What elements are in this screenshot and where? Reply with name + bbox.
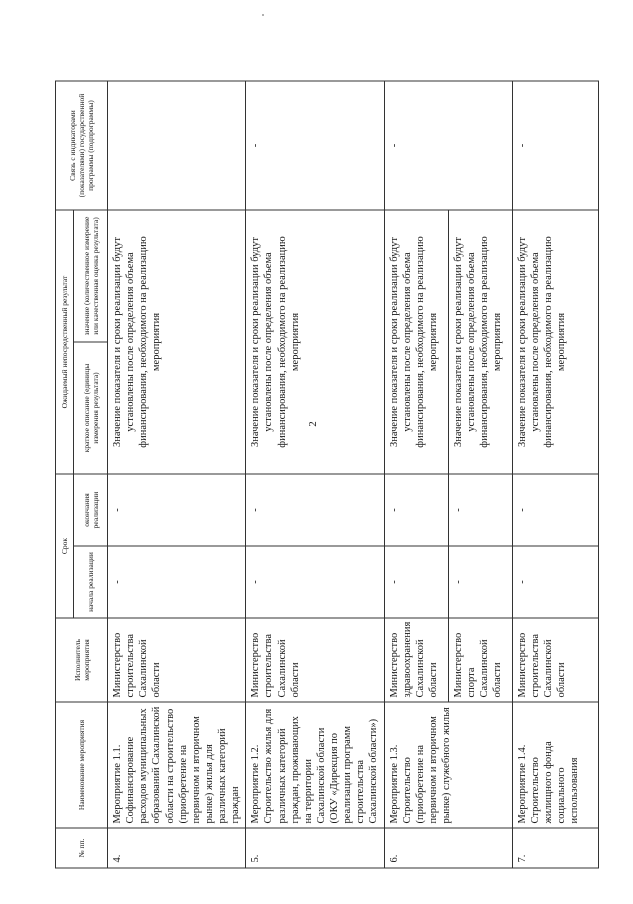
- header-num: № пп.: [56, 828, 108, 868]
- page-number: 2: [306, 421, 319, 427]
- table-row: [512, 81, 598, 868]
- document-table-wrapper: [55, 82, 580, 869]
- indicator-link: -: [384, 81, 512, 210]
- header-expected-short: краткое описание (единицы измерения результата): [74, 342, 108, 474]
- activity-executor: Министерство строительства Сахалинской области: [108, 618, 246, 702]
- scan-speck: [262, 14, 264, 16]
- term-end: -: [512, 474, 598, 546]
- term-start: -: [108, 546, 246, 618]
- term-start: -: [246, 546, 384, 618]
- expected-result: Значение показателя и сроки реализации будут установлены после определения объема финансирования, необходимого на реализацию мероприятия: [384, 210, 448, 474]
- indicator-link: [108, 81, 246, 210]
- term-end: -: [246, 474, 384, 546]
- expected-result: Значение показателя и сроки реализации будут установлены после определения объема финансирования, необходимого на реализацию мероприятия: [512, 210, 598, 474]
- term-start: -: [512, 546, 598, 618]
- row-num: 6.: [384, 828, 512, 868]
- header-expected: Ожидаемый непосредственный результат: [56, 210, 74, 474]
- term-end: -: [448, 474, 512, 546]
- indicator-link: -: [512, 81, 598, 210]
- table-row: [384, 81, 448, 868]
- activity-name: Мероприятие 1.4. Строительство жилищного фонда социального использования: [512, 702, 598, 828]
- activity-executor: Министерство здравоохранения Сахалинской области: [384, 618, 448, 702]
- term-start: -: [384, 546, 448, 618]
- header-name: Наименование мероприятия: [56, 702, 108, 828]
- header-expected-value: значение (количественное измерение или качественная оценка результата): [74, 210, 108, 342]
- table-row: [246, 81, 384, 868]
- activity-name: Мероприятие 1.1. Софинансирование расходов муниципальных образований Сахалинской области на строительство (приобретение на первичном и вторичном рынке) жилья для различных категорий граждан: [108, 702, 246, 828]
- header-term: Срок: [56, 474, 74, 618]
- expected-result: Значение показателя и сроки реализации будут установлены после определения объема финансирования, необходимого на реализацию мероприятия: [108, 210, 246, 474]
- header-executor: Исполнитель мероприятия: [56, 618, 108, 702]
- term-end: -: [384, 474, 448, 546]
- activity-name: Мероприятие 1.3. Строительство (приобретение на первичном и вторичном рынке) служебного жилья: [384, 702, 512, 828]
- activity-executor: Министерство строительства Сахалинской области: [246, 618, 384, 702]
- row-num: 5.: [246, 828, 384, 868]
- activities-table: [55, 81, 599, 869]
- table-row: [108, 81, 246, 868]
- header-term-end: окончания реализации: [74, 474, 108, 546]
- activity-name: Мероприятие 1.2. Строительство жилья для различных категорий граждан, проживающих на территории Сахалинской области (ОКУ «Дирекция по реализации программ строительства Сахалинской области»): [246, 702, 384, 828]
- term-end: -: [108, 474, 246, 546]
- expected-result: Значение показателя и сроки реализации будут установлены после определения объема финансирования, необходимого на реализацию мероприятия: [246, 210, 384, 474]
- row-num: 7.: [512, 828, 598, 868]
- indicator-link: -: [246, 81, 384, 210]
- row-num: 4.: [108, 828, 246, 868]
- term-start: -: [448, 546, 512, 618]
- activity-executor: Министерство строительства Сахалинской области: [512, 618, 598, 702]
- header-term-start: начала реализации: [74, 546, 108, 618]
- header-link: Связь с индикаторами (показателями) государственной программы (подпрограммы): [56, 81, 108, 210]
- expected-result: Значение показателя и сроки реализации будут установлены после определения объема финансирования, необходимого на реализацию мероприятия: [448, 210, 512, 474]
- activity-executor: Министерство спорта Сахалинской области: [448, 618, 512, 702]
